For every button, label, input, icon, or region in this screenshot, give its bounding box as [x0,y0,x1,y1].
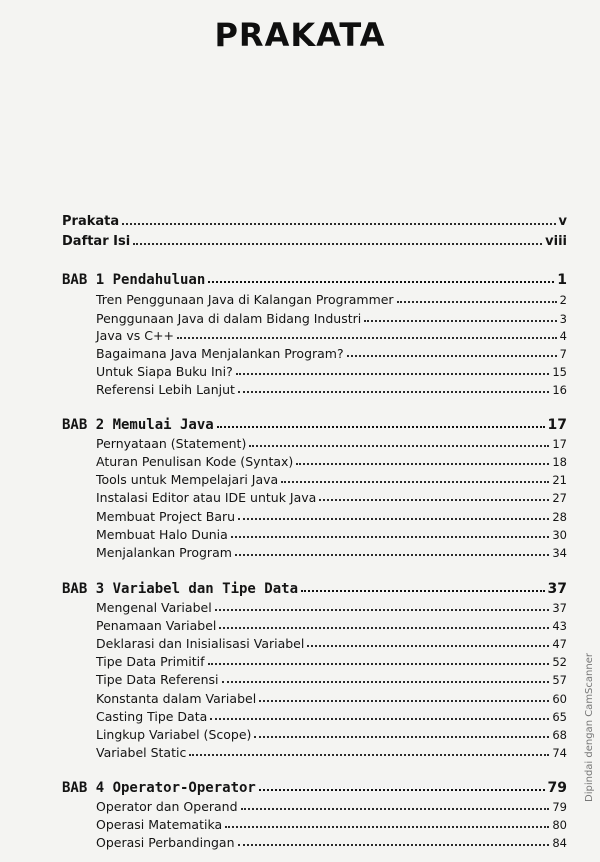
toc-page-number: v [558,214,567,229]
toc-page-number: 30 [552,528,567,542]
toc-entry [96,436,567,451]
toc-entry [96,636,567,651]
chapter-title: BAB 4 Operator-Operator [62,780,256,796]
toc-entry [96,600,567,615]
toc-page-number: 84 [552,836,567,850]
leader-dots [122,223,555,225]
leader-dots [397,301,557,303]
toc-entry [96,472,567,487]
toc-page-number: 7 [559,347,567,361]
leader-dots [364,320,556,322]
leader-dots [133,243,542,245]
toc-page-number: 27 [552,491,567,505]
chapter-page-number: 79 [547,780,567,796]
chapter-heading-1 [62,272,567,288]
toc-label: Penggunaan Java di dalam Bidang Industri [96,311,362,326]
toc-page-number: 4 [559,329,567,343]
toc-entry [96,364,567,379]
toc-label: Operator dan Operand [96,799,238,814]
toc-entry [96,292,567,307]
toc-label: Instalasi Editor atau IDE untuk Java [96,490,317,505]
leader-dots [241,808,550,810]
leader-dots [296,463,549,465]
toc-entry [96,691,567,706]
leader-dots [236,373,550,375]
toc-entry [96,346,567,361]
chapter-title: BAB 1 Pendahuluan [62,272,206,288]
toc-label: Referensi Lebih Lanjut [96,382,235,397]
toc-page-number: 3 [559,312,567,326]
toc-page-number: 18 [552,455,567,469]
leader-dots [319,499,549,501]
toc-page-number: 34 [552,546,567,560]
toc-entry [96,382,567,397]
toc-entry [96,672,567,687]
toc-entry [96,799,567,814]
toc-label: Menjalankan Program [96,545,232,560]
toc-label: Tools untuk Mempelajari Java [96,472,279,487]
chapter-heading-2 [62,417,567,433]
toc-entry [96,618,567,633]
toc-page-number: 60 [552,692,567,706]
toc-page-number: 2 [559,293,567,307]
toc-label: Penamaan Variabel [96,618,217,633]
leader-dots [177,337,557,339]
toc-page-number: 28 [552,510,567,524]
toc-entry-daftar-isi [62,234,567,249]
toc-page-number: 47 [552,637,567,651]
toc-entry [96,727,567,742]
toc-label: Untuk Siapa Buku Ini? [96,364,233,379]
leader-dots [208,663,550,665]
toc-entry [96,545,567,560]
toc-entry [96,654,567,669]
leader-dots [210,718,549,720]
toc-label: Bagaimana Java Menjalankan Program? [96,346,344,361]
toc-label: Operasi Perbandingan [96,835,235,850]
toc-page-number: 52 [552,655,567,669]
chapter-page-number: 17 [547,417,567,433]
leader-dots [238,518,549,520]
leader-dots [219,627,549,629]
toc-entry [96,527,567,542]
leader-dots [307,645,549,647]
chapter-title: BAB 3 Variabel dan Tipe Data [62,581,299,597]
leader-dots [217,426,545,428]
toc-page-number: 65 [552,710,567,724]
toc-label: Membuat Halo Dunia [96,527,228,542]
toc-entry-prakata [62,214,567,229]
leader-dots [254,736,549,738]
chapter-page-number: 1 [557,272,567,288]
toc-label: Aturan Penulisan Kode (Syntax) [96,454,294,469]
page-title: PRAKATA [214,16,386,54]
leader-dots [259,789,545,791]
toc-entry [96,311,567,326]
toc-label: Daftar Isi [62,234,131,249]
toc-page-number: 17 [552,437,567,451]
toc-page-number: 74 [552,746,567,760]
toc-label: Pernyataan (Statement) [96,436,247,451]
toc-entry [96,709,567,724]
toc-label: Membuat Project Baru [96,509,236,524]
toc-label: Tren Penggunaan Java di Kalangan Programmer [96,292,394,307]
leader-dots [208,281,554,283]
scanner-watermark: Dipindai dengan CamScanner [584,653,595,802]
toc-label: Tipe Data Referensi [96,672,219,687]
leader-dots [238,844,550,846]
leader-dots [249,445,549,447]
toc-entry [96,835,567,850]
leader-dots [238,391,549,393]
toc-entry [96,454,567,469]
toc-entry [96,817,567,832]
chapter-title: BAB 2 Memulai Java [62,417,214,433]
leader-dots [231,536,550,538]
toc-page-number: 16 [552,383,567,397]
toc-label: Deklarasi dan Inisialisasi Variabel [96,636,305,651]
toc-label: Prakata [62,214,120,229]
chapter-heading-4 [62,780,567,796]
toc-label: Operasi Matematika [96,817,223,832]
toc-page-number: 79 [552,800,567,814]
toc-label: Lingkup Variabel (Scope) [96,727,252,742]
chapter-heading-3 [62,581,567,597]
leader-dots [225,826,549,828]
toc-page-number: 80 [552,818,567,832]
toc-page-number: 37 [552,601,567,615]
leader-dots [235,554,549,556]
toc-label: Variabel Static [96,745,187,760]
toc-page-number: 57 [552,673,567,687]
toc-label: Konstanta dalam Variabel [96,691,257,706]
toc-label: Mengenal Variabel [96,600,212,615]
toc-entry [96,490,567,505]
toc-page-number: 68 [552,728,567,742]
toc-page-number: viii [545,234,567,249]
toc-page-number: 15 [552,365,567,379]
chapter-page-number: 37 [547,581,567,597]
leader-dots [259,700,549,702]
leader-dots [281,481,549,483]
toc-entry [96,509,567,524]
leader-dots [189,754,549,756]
leader-dots [301,590,545,592]
leader-dots [222,681,550,683]
toc-page-number: 43 [552,619,567,633]
toc-label: Tipe Data Primitif [96,654,205,669]
toc-entry [96,328,567,343]
toc-page-number: 21 [552,473,567,487]
leader-dots [215,609,550,611]
toc-label: Casting Tipe Data [96,709,208,724]
toc-entry [96,745,567,760]
leader-dots [347,355,557,357]
toc-label: Java vs C++ [96,328,174,343]
